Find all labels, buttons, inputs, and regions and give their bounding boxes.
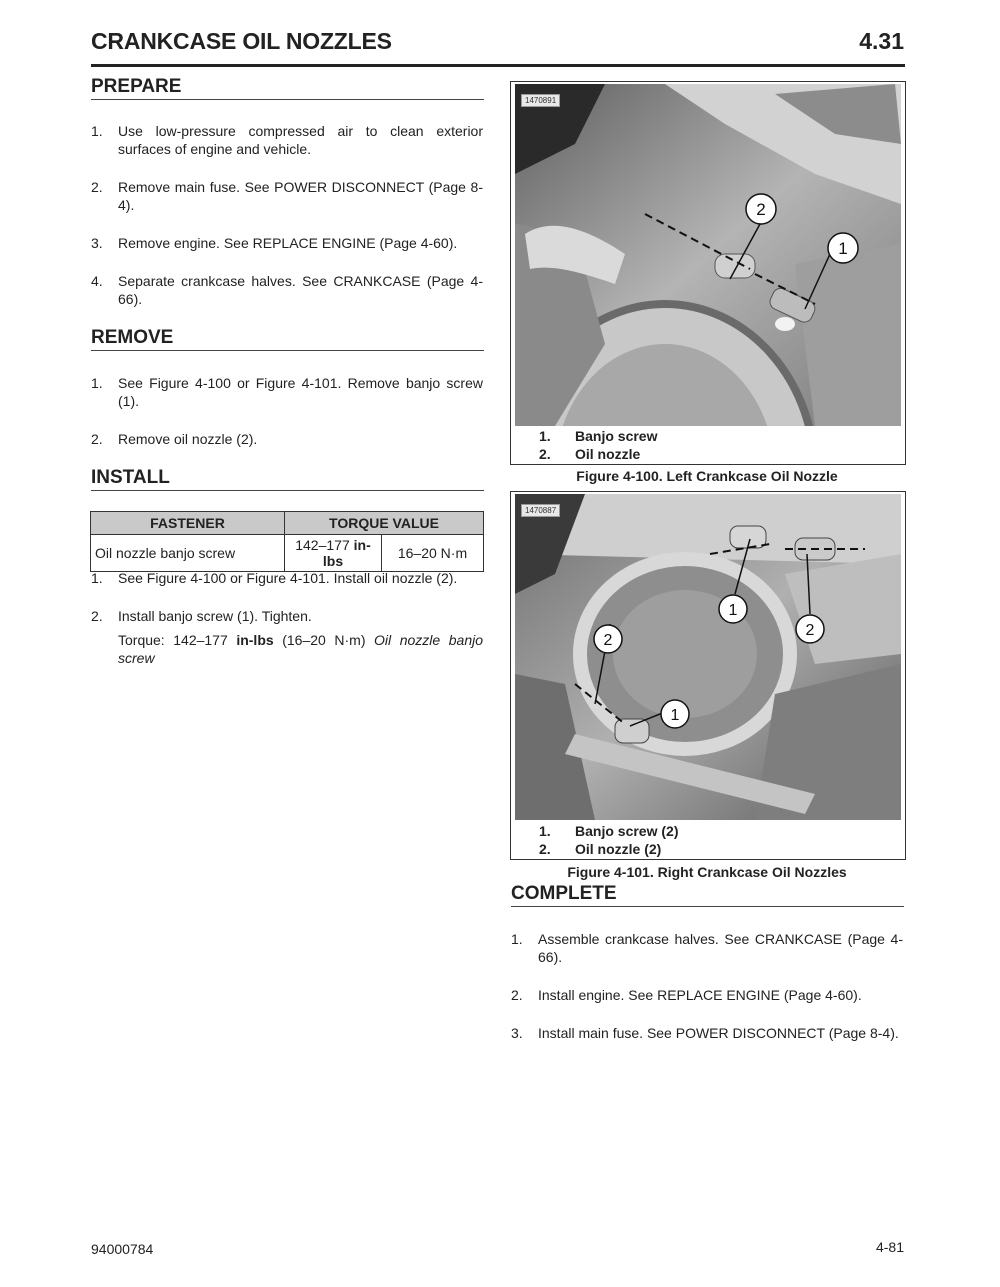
page-title: CRANKCASE OIL NOZZLES [91,28,392,54]
callout-2: 2 [756,200,766,219]
figure-legend [539,822,678,858]
page-number: 4-81 [875,1239,904,1255]
torque-note: Torque: 142–177 in-lbs (16–20 N·m) Oil nozzle banjo screw [118,632,483,666]
list-item: 2. Install banjo screw (1). Tighten. Torque: 142–177 in-lbs (16–20 N·m) Oil nozzle banjo screw [91,608,483,666]
legend-item: 1. Banjo screw [539,428,658,444]
crankcase-photo-right [515,494,901,820]
callout-1: 1 [670,707,680,724]
list-item: 1. Assemble crankcase halves. See CRANKCASE (Page 4-66). [511,931,903,965]
legend-item: 2. Oil nozzle (2) [539,841,662,857]
complete-steps [511,930,903,1062]
figure-4-100 [510,81,906,465]
list-item: 4. Separate crankcase halves. See CRANKCASE (Page 4-66). [91,273,483,307]
list-item: 3. Remove engine. See REPLACE ENGINE (Page 4-60). [91,235,458,251]
list-item: 1. See Figure 4-100 or Figure 4-101. Remove banjo screw (1). [91,375,483,409]
legend-item: 1. Banjo screw (2) [539,823,679,839]
crankcase-photo-left [515,84,901,426]
document-number: 94000784 [91,1241,154,1257]
list-item: 2. Install engine. See REPLACE ENGINE (Page 4-60). [511,987,862,1003]
callout-2: 2 [603,632,613,649]
install-steps [91,569,483,687]
complete-heading: COMPLETE [511,883,904,907]
remove-steps [91,374,483,468]
image-id: 1470891 [521,94,560,107]
fastener-cell: Oil nozzle banjo screw [91,535,285,572]
install-heading: INSTALL [91,467,484,491]
list-item: 2. Remove main fuse. See POWER DISCONNECT (Page 8-4). [91,179,483,213]
torque-inlbs-cell: 142–177 in-lbs [285,535,382,572]
table-header-row [91,512,484,535]
torque-nm-cell: 16–20 N·m [382,535,484,572]
callout-2: 2 [805,622,815,639]
section-number: 4.31 [859,28,904,54]
remove-heading: REMOVE [91,327,484,351]
fastener-table [90,511,484,572]
callout-1: 1 [728,602,738,619]
image-id: 1470887 [521,504,560,517]
list-item: 2. Remove oil nozzle (2). [91,431,258,447]
figure-caption: Figure 4-100. Left Crankcase Oil Nozzle [576,468,838,484]
torque-header: TORQUE VALUE [285,512,484,535]
figure-legend [539,427,657,463]
legend-item: 2. Oil nozzle [539,446,641,462]
list-item: 1. Use low-pressure compressed air to clean exterior surfaces of engine and vehicle. [91,123,483,157]
figure-caption: Figure 4-101. Right Crankcase Oil Nozzles [567,864,847,880]
table-row [91,535,484,572]
figure-4-101 [510,491,906,860]
title-rule [91,64,905,67]
list-item: 3. Install main fuse. See POWER DISCONNECT (Page 8-4). [511,1025,899,1041]
fastener-header: FASTENER [91,512,285,535]
prepare-heading: PREPARE [91,76,484,100]
list-item: 1. See Figure 4-100 or Figure 4-101. Install oil nozzle (2). [91,570,458,586]
prepare-steps [91,122,483,328]
callout-1: 1 [838,239,848,258]
